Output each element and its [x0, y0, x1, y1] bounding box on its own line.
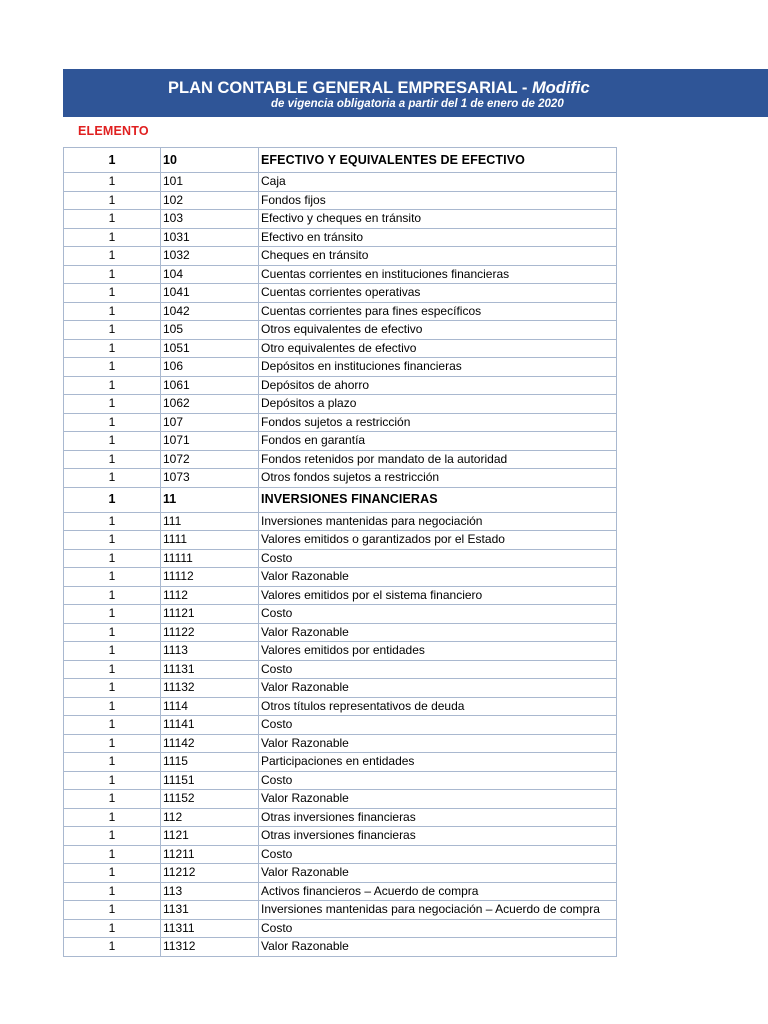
code-cell[interactable]: 11212: [161, 864, 259, 883]
name-cell[interactable]: Otros equivalentes de efectivo: [259, 321, 617, 340]
table-row[interactable]: [64, 845, 617, 864]
table-row[interactable]: [64, 358, 617, 377]
code-cell[interactable]: 102: [161, 191, 259, 210]
table-row[interactable]: [64, 864, 617, 883]
name-cell[interactable]: Fondos sujetos a restricción: [259, 413, 617, 432]
name-cell[interactable]: Fondos retenidos por mandato de la autoridad: [259, 450, 617, 469]
code-cell[interactable]: 1032: [161, 247, 259, 266]
element-cell[interactable]: 1: [64, 864, 161, 883]
code-cell[interactable]: 10: [161, 148, 259, 173]
table-row[interactable]: [64, 265, 617, 284]
table-row[interactable]: [64, 395, 617, 414]
code-cell[interactable]: 107: [161, 413, 259, 432]
element-cell[interactable]: 1: [64, 642, 161, 661]
name-cell[interactable]: Valor Razonable: [259, 938, 617, 957]
section-label: ELEMENTO: [78, 124, 149, 138]
element-cell[interactable]: 1: [64, 901, 161, 920]
name-cell[interactable]: Costo: [259, 660, 617, 679]
code-cell[interactable]: 106: [161, 358, 259, 377]
name-cell[interactable]: Cheques en tránsito: [259, 247, 617, 266]
element-cell[interactable]: 1: [64, 358, 161, 377]
title-emphasis: Modific: [531, 79, 590, 97]
name-cell[interactable]: Otras inversiones financieras: [259, 827, 617, 846]
code-cell[interactable]: 1071: [161, 432, 259, 451]
element-cell[interactable]: 1: [64, 753, 161, 772]
name-cell[interactable]: Valor Razonable: [259, 568, 617, 587]
table-row[interactable]: [64, 790, 617, 809]
code-cell[interactable]: 1042: [161, 302, 259, 321]
code-cell[interactable]: 11151: [161, 771, 259, 790]
table-row[interactable]: [64, 302, 617, 321]
element-cell[interactable]: 1: [64, 210, 161, 229]
name-cell[interactable]: Participaciones en entidades: [259, 753, 617, 772]
table-row[interactable]: [64, 716, 617, 735]
code-cell[interactable]: 1031: [161, 228, 259, 247]
code-cell[interactable]: 11121: [161, 605, 259, 624]
code-cell[interactable]: 105: [161, 321, 259, 340]
table-row[interactable]: [64, 882, 617, 901]
name-cell[interactable]: Costo: [259, 716, 617, 735]
element-cell[interactable]: 1: [64, 247, 161, 266]
element-cell[interactable]: 1: [64, 882, 161, 901]
name-cell[interactable]: Otro equivalentes de efectivo: [259, 339, 617, 358]
table-row[interactable]: [64, 586, 617, 605]
name-cell[interactable]: Cuentas corrientes operativas: [259, 284, 617, 303]
table-row[interactable]: [64, 623, 617, 642]
table-row[interactable]: [64, 697, 617, 716]
name-cell[interactable]: Valores emitidos por entidades: [259, 642, 617, 661]
element-cell[interactable]: 1: [64, 432, 161, 451]
table-row[interactable]: [64, 771, 617, 790]
code-cell[interactable]: 11142: [161, 734, 259, 753]
name-cell[interactable]: Fondos en garantía: [259, 432, 617, 451]
name-cell[interactable]: Valores emitidos por el sistema financiero: [259, 586, 617, 605]
element-cell[interactable]: 1: [64, 605, 161, 624]
code-cell[interactable]: 1111: [161, 531, 259, 550]
element-cell[interactable]: 1: [64, 845, 161, 864]
code-cell[interactable]: 103: [161, 210, 259, 229]
element-cell[interactable]: 1: [64, 808, 161, 827]
code-cell[interactable]: 1072: [161, 450, 259, 469]
name-cell[interactable]: Valor Razonable: [259, 623, 617, 642]
name-cell[interactable]: Cuentas corrientes en instituciones financieras: [259, 265, 617, 284]
code-cell[interactable]: 11131: [161, 660, 259, 679]
table-row[interactable]: [64, 450, 617, 469]
code-cell[interactable]: 104: [161, 265, 259, 284]
accounts-table: [63, 147, 617, 957]
element-cell[interactable]: 1: [64, 450, 161, 469]
name-cell[interactable]: Depósitos a plazo: [259, 395, 617, 414]
name-cell[interactable]: Costo: [259, 919, 617, 938]
code-cell[interactable]: 112: [161, 808, 259, 827]
title-banner: [63, 69, 768, 117]
name-cell[interactable]: Otros fondos sujetos a restricción: [259, 469, 617, 488]
table-row[interactable]: [64, 210, 617, 229]
code-cell[interactable]: 11: [161, 487, 259, 512]
element-cell[interactable]: 1: [64, 512, 161, 531]
code-cell[interactable]: 1114: [161, 697, 259, 716]
element-cell[interactable]: 1: [64, 771, 161, 790]
table-row[interactable]: [64, 376, 617, 395]
table-row[interactable]: [64, 247, 617, 266]
name-cell[interactable]: Fondos fijos: [259, 191, 617, 210]
code-cell[interactable]: 111: [161, 512, 259, 531]
code-cell[interactable]: 1131: [161, 901, 259, 920]
element-cell[interactable]: 1: [64, 623, 161, 642]
table-row[interactable]: [64, 660, 617, 679]
table-row[interactable]: [64, 808, 617, 827]
name-cell[interactable]: Costo: [259, 845, 617, 864]
table-row[interactable]: [64, 568, 617, 587]
element-cell[interactable]: 1: [64, 395, 161, 414]
name-cell[interactable]: Valor Razonable: [259, 790, 617, 809]
element-cell[interactable]: 1: [64, 790, 161, 809]
name-cell[interactable]: Cuentas corrientes para fines específicos: [259, 302, 617, 321]
table-row[interactable]: [64, 339, 617, 358]
code-cell[interactable]: 11132: [161, 679, 259, 698]
name-cell[interactable]: Otras inversiones financieras: [259, 808, 617, 827]
element-cell[interactable]: 1: [64, 339, 161, 358]
name-cell[interactable]: INVERSIONES FINANCIERAS: [259, 487, 617, 512]
code-cell[interactable]: 1115: [161, 753, 259, 772]
code-cell[interactable]: 11312: [161, 938, 259, 957]
code-cell[interactable]: 1051: [161, 339, 259, 358]
page-subtitle: de vigencia obligatoria a partir del 1 de enero de 2020: [271, 98, 564, 110]
name-cell[interactable]: Caja: [259, 173, 617, 192]
name-cell[interactable]: Efectivo y cheques en tránsito: [259, 210, 617, 229]
table-row[interactable]: [64, 919, 617, 938]
name-cell[interactable]: Valores emitidos o garantizados por el Estado: [259, 531, 617, 550]
element-cell[interactable]: 1: [64, 191, 161, 210]
element-cell[interactable]: 1: [64, 487, 161, 512]
name-cell[interactable]: Costo: [259, 605, 617, 624]
table-row[interactable]: [64, 284, 617, 303]
element-cell[interactable]: 1: [64, 376, 161, 395]
element-cell[interactable]: 1: [64, 660, 161, 679]
table-row[interactable]: [64, 901, 617, 920]
element-cell[interactable]: 1: [64, 568, 161, 587]
name-cell[interactable]: Valor Razonable: [259, 734, 617, 753]
code-cell[interactable]: 113: [161, 882, 259, 901]
code-cell[interactable]: 1112: [161, 586, 259, 605]
table-row[interactable]: [64, 938, 617, 957]
element-cell[interactable]: 1: [64, 302, 161, 321]
name-cell[interactable]: Inversiones mantenidas para negociación: [259, 512, 617, 531]
code-cell[interactable]: 1062: [161, 395, 259, 414]
name-cell[interactable]: Efectivo en tránsito: [259, 228, 617, 247]
element-cell[interactable]: 1: [64, 228, 161, 247]
name-cell[interactable]: Depósitos en instituciones financieras: [259, 358, 617, 377]
name-cell[interactable]: EFECTIVO Y EQUIVALENTES DE EFECTIVO: [259, 148, 617, 173]
table-row[interactable]: [64, 432, 617, 451]
element-cell[interactable]: 1: [64, 173, 161, 192]
code-cell[interactable]: 11311: [161, 919, 259, 938]
code-cell[interactable]: 101: [161, 173, 259, 192]
table-row[interactable]: [64, 512, 617, 531]
page-title: [168, 79, 590, 98]
code-cell[interactable]: 11122: [161, 623, 259, 642]
element-cell[interactable]: 1: [64, 321, 161, 340]
element-cell[interactable]: 1: [64, 531, 161, 550]
element-cell[interactable]: 1: [64, 284, 161, 303]
table-row[interactable]: [64, 321, 617, 340]
table-row[interactable]: [64, 228, 617, 247]
code-cell[interactable]: 1121: [161, 827, 259, 846]
element-cell[interactable]: 1: [64, 265, 161, 284]
table-group-row[interactable]: [64, 148, 617, 173]
element-cell[interactable]: 1: [64, 469, 161, 488]
code-cell[interactable]: 11141: [161, 716, 259, 735]
code-cell[interactable]: 11152: [161, 790, 259, 809]
table-row[interactable]: [64, 827, 617, 846]
code-cell[interactable]: 1113: [161, 642, 259, 661]
element-cell[interactable]: 1: [64, 827, 161, 846]
code-cell[interactable]: 1041: [161, 284, 259, 303]
table-row[interactable]: [64, 173, 617, 192]
name-cell[interactable]: Costo: [259, 771, 617, 790]
table-row[interactable]: [64, 753, 617, 772]
name-cell[interactable]: Inversiones mantenidas para negociación – Acuerdo de compra: [259, 901, 617, 920]
table-row[interactable]: [64, 191, 617, 210]
element-cell[interactable]: 1: [64, 413, 161, 432]
element-cell[interactable]: 1: [64, 919, 161, 938]
code-cell[interactable]: 11111: [161, 549, 259, 568]
name-cell[interactable]: Costo: [259, 549, 617, 568]
table-row[interactable]: [64, 679, 617, 698]
element-cell[interactable]: 1: [64, 734, 161, 753]
table-row[interactable]: [64, 549, 617, 568]
code-cell[interactable]: 1061: [161, 376, 259, 395]
table-group-row[interactable]: [64, 487, 617, 512]
name-cell[interactable]: Otros títulos representativos de deuda: [259, 697, 617, 716]
code-cell[interactable]: 11112: [161, 568, 259, 587]
name-cell[interactable]: Valor Razonable: [259, 679, 617, 698]
table-row[interactable]: [64, 734, 617, 753]
element-cell[interactable]: 1: [64, 716, 161, 735]
element-cell[interactable]: 1: [64, 679, 161, 698]
name-cell[interactable]: Valor Razonable: [259, 864, 617, 883]
code-cell[interactable]: 11211: [161, 845, 259, 864]
code-cell[interactable]: 1073: [161, 469, 259, 488]
table-row[interactable]: [64, 642, 617, 661]
element-cell[interactable]: 1: [64, 697, 161, 716]
title-main: PLAN CONTABLE GENERAL EMPRESARIAL -: [168, 79, 532, 97]
table-row[interactable]: [64, 413, 617, 432]
element-cell[interactable]: 1: [64, 586, 161, 605]
table-row[interactable]: [64, 605, 617, 624]
table-row[interactable]: [64, 469, 617, 488]
table-row[interactable]: [64, 531, 617, 550]
element-cell[interactable]: 1: [64, 549, 161, 568]
name-cell[interactable]: Activos financieros – Acuerdo de compra: [259, 882, 617, 901]
name-cell[interactable]: Depósitos de ahorro: [259, 376, 617, 395]
element-cell[interactable]: 1: [64, 148, 161, 173]
element-cell[interactable]: 1: [64, 938, 161, 957]
